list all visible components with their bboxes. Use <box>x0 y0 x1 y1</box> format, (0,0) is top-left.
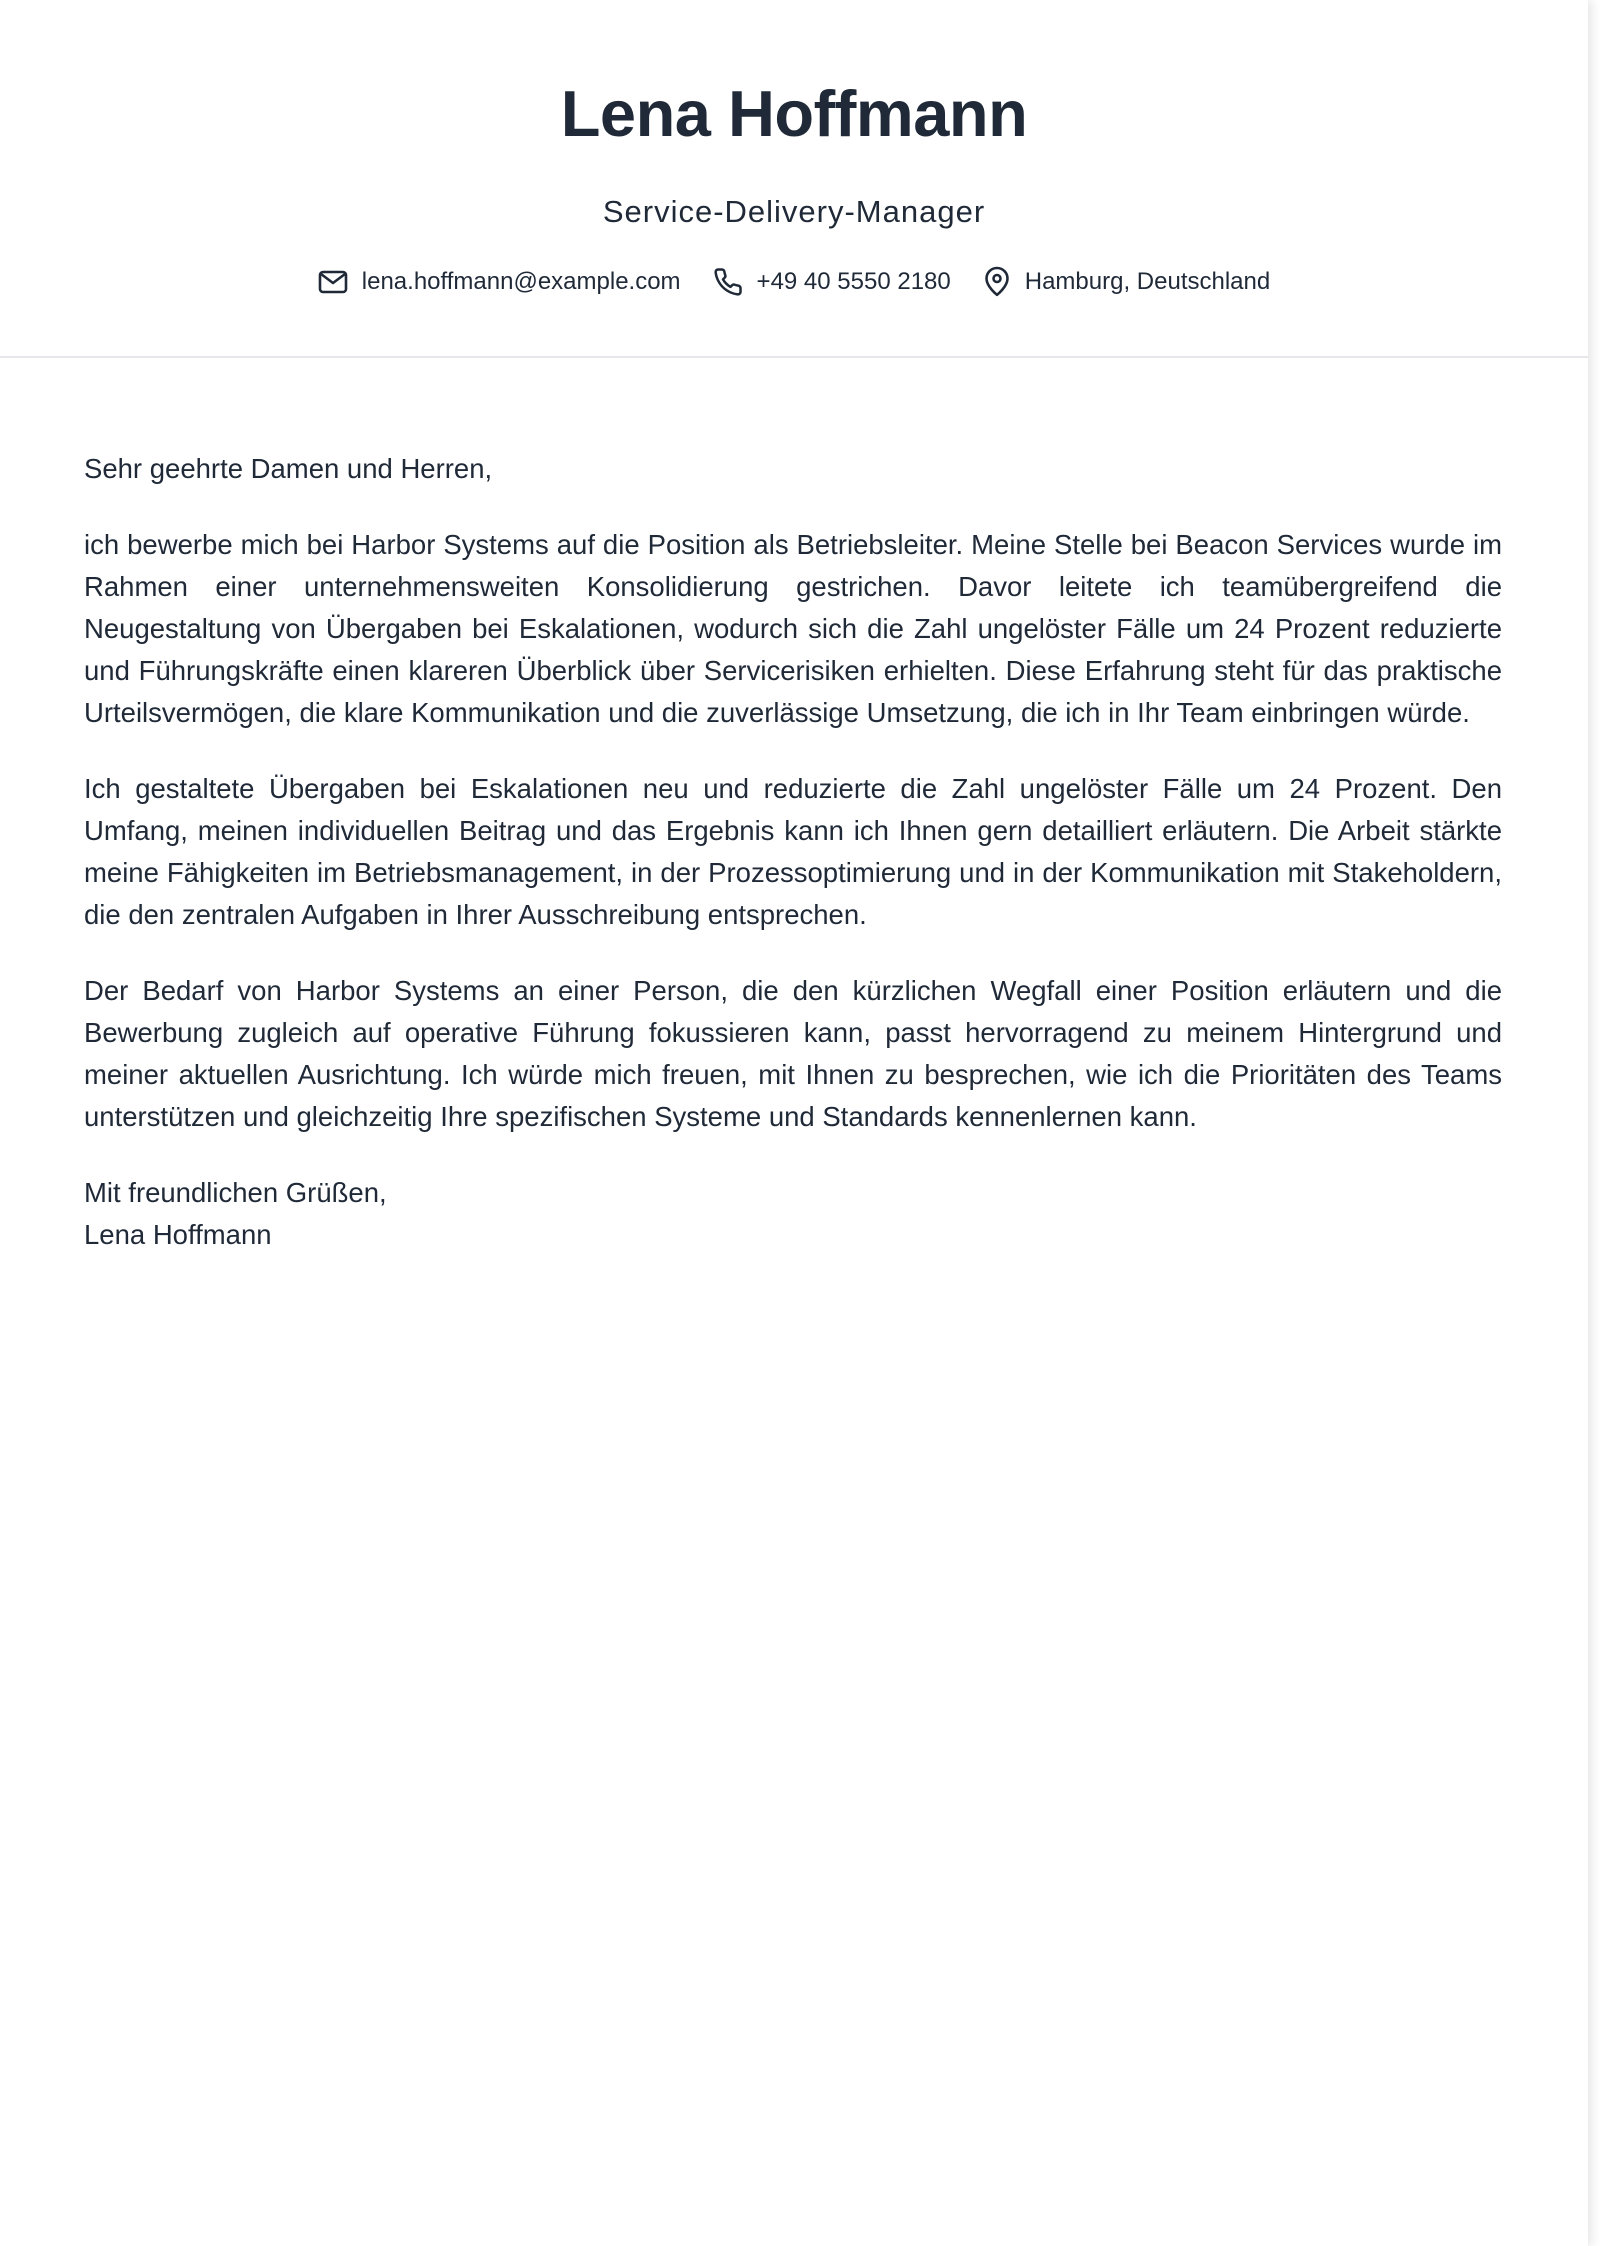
paragraph-fit: Der Bedarf von Harbor Systems an einer Person, die den kürzlichen Wegfall einer Position erläutern und die Bewerbung zugleich auf operative Führung fokussieren kann, passt hervorragend zu meinem Hintergrund und meiner aktuellen Ausrichtung. Ich würde mich freuen, mit Ihnen zu besprechen, wie ich die Prioritäten des Teams unterstützen und gleichzeitig Ihre spezifischen Systeme und Standards kennenlernen kann. <box>84 975 1502 1132</box>
contact-email <box>318 268 681 296</box>
phone-icon <box>713 267 743 297</box>
phone-text: +49 40 5550 2180 <box>756 268 951 295</box>
applicant-name: Lena Hoffmann <box>560 77 1028 150</box>
closing-block <box>84 1172 1502 1256</box>
contact-phone <box>713 267 951 297</box>
contact-row <box>0 262 1588 302</box>
signature-name: Lena Hoffmann <box>84 1219 272 1250</box>
paragraph-achievement: Ich gestaltete Übergaben bei Eskalationen neu und reduzierte die Zahl ungelöster Fälle um 24 Prozent. Den Umfang, meinen individuellen Beitrag und das Ergebnis kann ich Ihnen gern detailliert erläutern. Die Arbeit stärkte meine Fähigkeiten im Betriebsmanagement, in der Prozessoptimierung und in der Kommunikation mit Stakeholdern, die den zentralen Aufgaben in Ihrer Ausschreibung entsprechen. <box>84 773 1502 930</box>
salutation: Sehr geehrte Damen und Herren, <box>84 453 493 484</box>
closing-phrase: Mit freundlichen Grüßen, <box>84 1177 387 1208</box>
mail-icon <box>318 270 348 294</box>
letter-body <box>84 448 1502 1256</box>
contact-location <box>983 266 1270 298</box>
applicant-job-title: Service-Delivery-Manager <box>602 194 986 229</box>
map-pin-icon <box>983 266 1011 298</box>
letter-header <box>0 0 1588 358</box>
email-text: lena.hoffmann@example.com <box>361 268 681 295</box>
location-text: Hamburg, Deutschland <box>1024 268 1271 295</box>
paragraph-intro: ich bewerbe mich bei Harbor Systems auf die Position als Betriebsleiter. Meine Stelle bei Beacon Services wurde im Rahmen einer unternehmensweiten Konsolidierung gestrichen. Davor leitete ich teamübergreifend die Neugestaltung von Übergaben bei Eskalationen, wodurch sich die Zahl ungelöster Fälle um 24 Prozent reduzierte und Führungskräfte einen klareren Überblick über Servicerisiken erhielten. Diese Erfahrung steht für das praktische Urteilsvermögen, die klare Kommunikation und die zuverlässige Umsetzung, die ich in Ihr Team einbringen würde. <box>84 529 1502 728</box>
